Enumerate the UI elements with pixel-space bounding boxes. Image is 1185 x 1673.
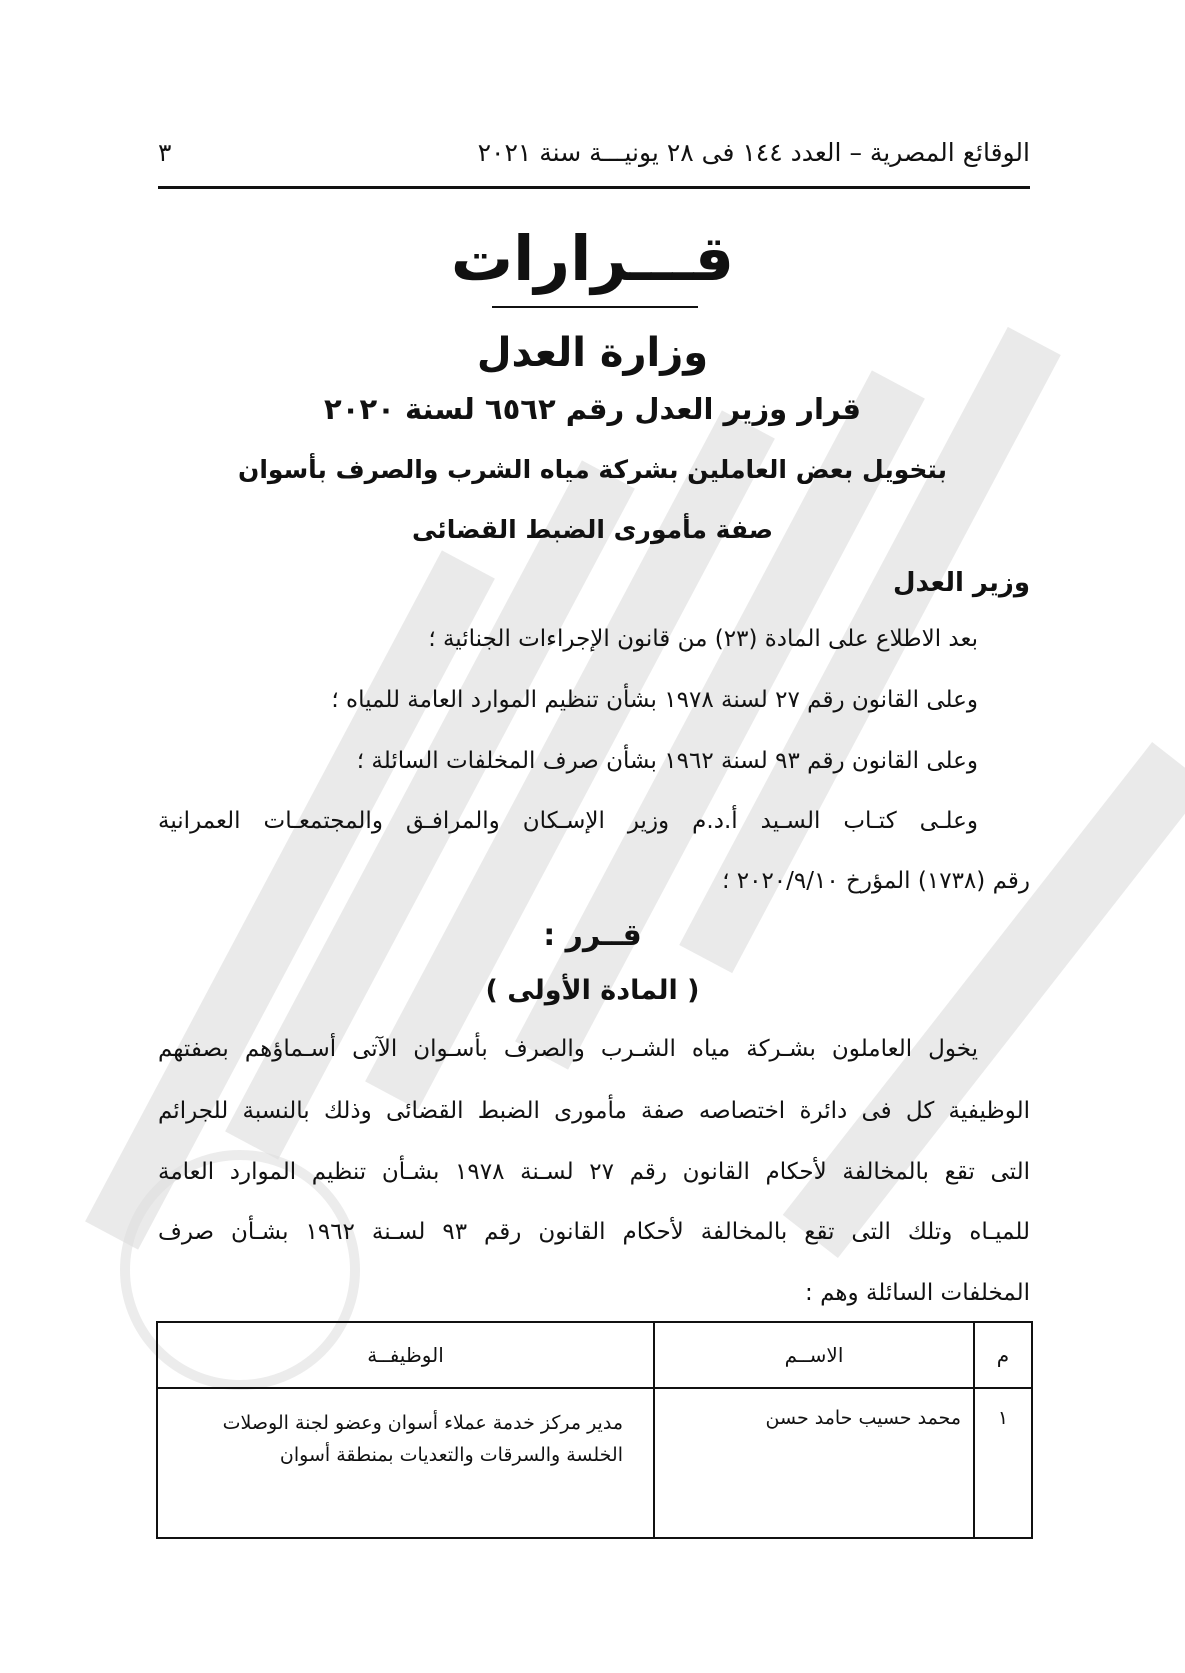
col-number-header: م: [974, 1322, 1032, 1388]
decided-heading: قــرر :: [543, 918, 642, 953]
decree-subtitle-1: بتخويل بعض العاملين بشركة مياه الشرب والصرف بأسوان: [238, 455, 947, 484]
running-header: [158, 138, 1030, 174]
section-title: قـــرارات: [450, 222, 735, 295]
employee-name: محمد حسيب حامد حسن: [654, 1388, 974, 1538]
decree-title: قرار وزير العدل رقم ٦٥٦٢ لسنة ٢٠٢٠: [324, 392, 861, 426]
article-heading: ( المادة الأولى ): [485, 975, 700, 1006]
preamble-line: وعلـى كتـاب السـيد أ.د.م وزير الإسـكان والمرافـق والمجتمعـات العمرانية: [158, 808, 978, 834]
ministry-name: وزارة العدل: [476, 330, 709, 376]
article-line: الوظيفية كل فى دائرة اختصاصه صفة مأمورى الضبط القضائى وذلك بالنسبة للجرائم: [158, 1098, 1030, 1124]
preamble-line: رقم (١٧٣٨) المؤرخ ٢٠٢٠/٩/١٠ ؛: [722, 868, 1030, 894]
decree-subtitle-2: صفة مأمورى الضبط القضائى: [412, 515, 773, 544]
header-rule: [158, 186, 1030, 189]
preamble-line: وعلى القانون رقم ٢٧ لسنة ١٩٧٨ بشأن تنظيم الموارد العامة للمياه ؛: [331, 687, 978, 713]
publication-info: الوقائع المصرية – العدد ١٤٤ فى ٢٨ يونيـــة سنة ٢٠٢١: [477, 138, 1030, 167]
article-line: يخول العاملون بشـركة مياه الشـرب والصرف بأسـوان الآتى أسـماؤهم بصفتهم: [158, 1036, 978, 1062]
issuer: وزير العدل: [892, 568, 1030, 598]
page-number: ٣: [158, 138, 172, 167]
employees-table: [156, 1321, 1033, 1539]
article-line: التى تقع بالمخالفة لأحكام القانون رقم ٢٧ لسـنة ١٩٧٨ بشـأن تنظيم الموارد العامة: [158, 1159, 1030, 1185]
article-line: للميـاه وتلك التى تقع بالمخالفة لأحكام القانون رقم ٩٣ لسـنة ١٩٦٢ بشـأن صرف: [158, 1219, 1030, 1245]
title-underline: [492, 306, 698, 308]
col-job-header: الوظيفــة: [157, 1322, 654, 1388]
table-header-row: [157, 1322, 1032, 1388]
row-number: ١: [974, 1388, 1032, 1538]
employee-job: مدير مركز خدمة عملاء أسوان وعضو لجنة الوصلات الخلسة والسرقات والتعديات بمنطقة أسوان: [157, 1388, 654, 1538]
table-row: [157, 1388, 1032, 1538]
preamble-line: وعلى القانون رقم ٩٣ لسنة ١٩٦٢ بشأن صرف المخلفات السائلة ؛: [356, 748, 978, 774]
preamble-line: بعد الاطلاع على المادة (٢٣) من قانون الإجراءات الجنائية ؛: [428, 626, 978, 652]
col-name-header: الاســم: [654, 1322, 974, 1388]
article-line: المخلفات السائلة وهم :: [805, 1280, 1030, 1306]
